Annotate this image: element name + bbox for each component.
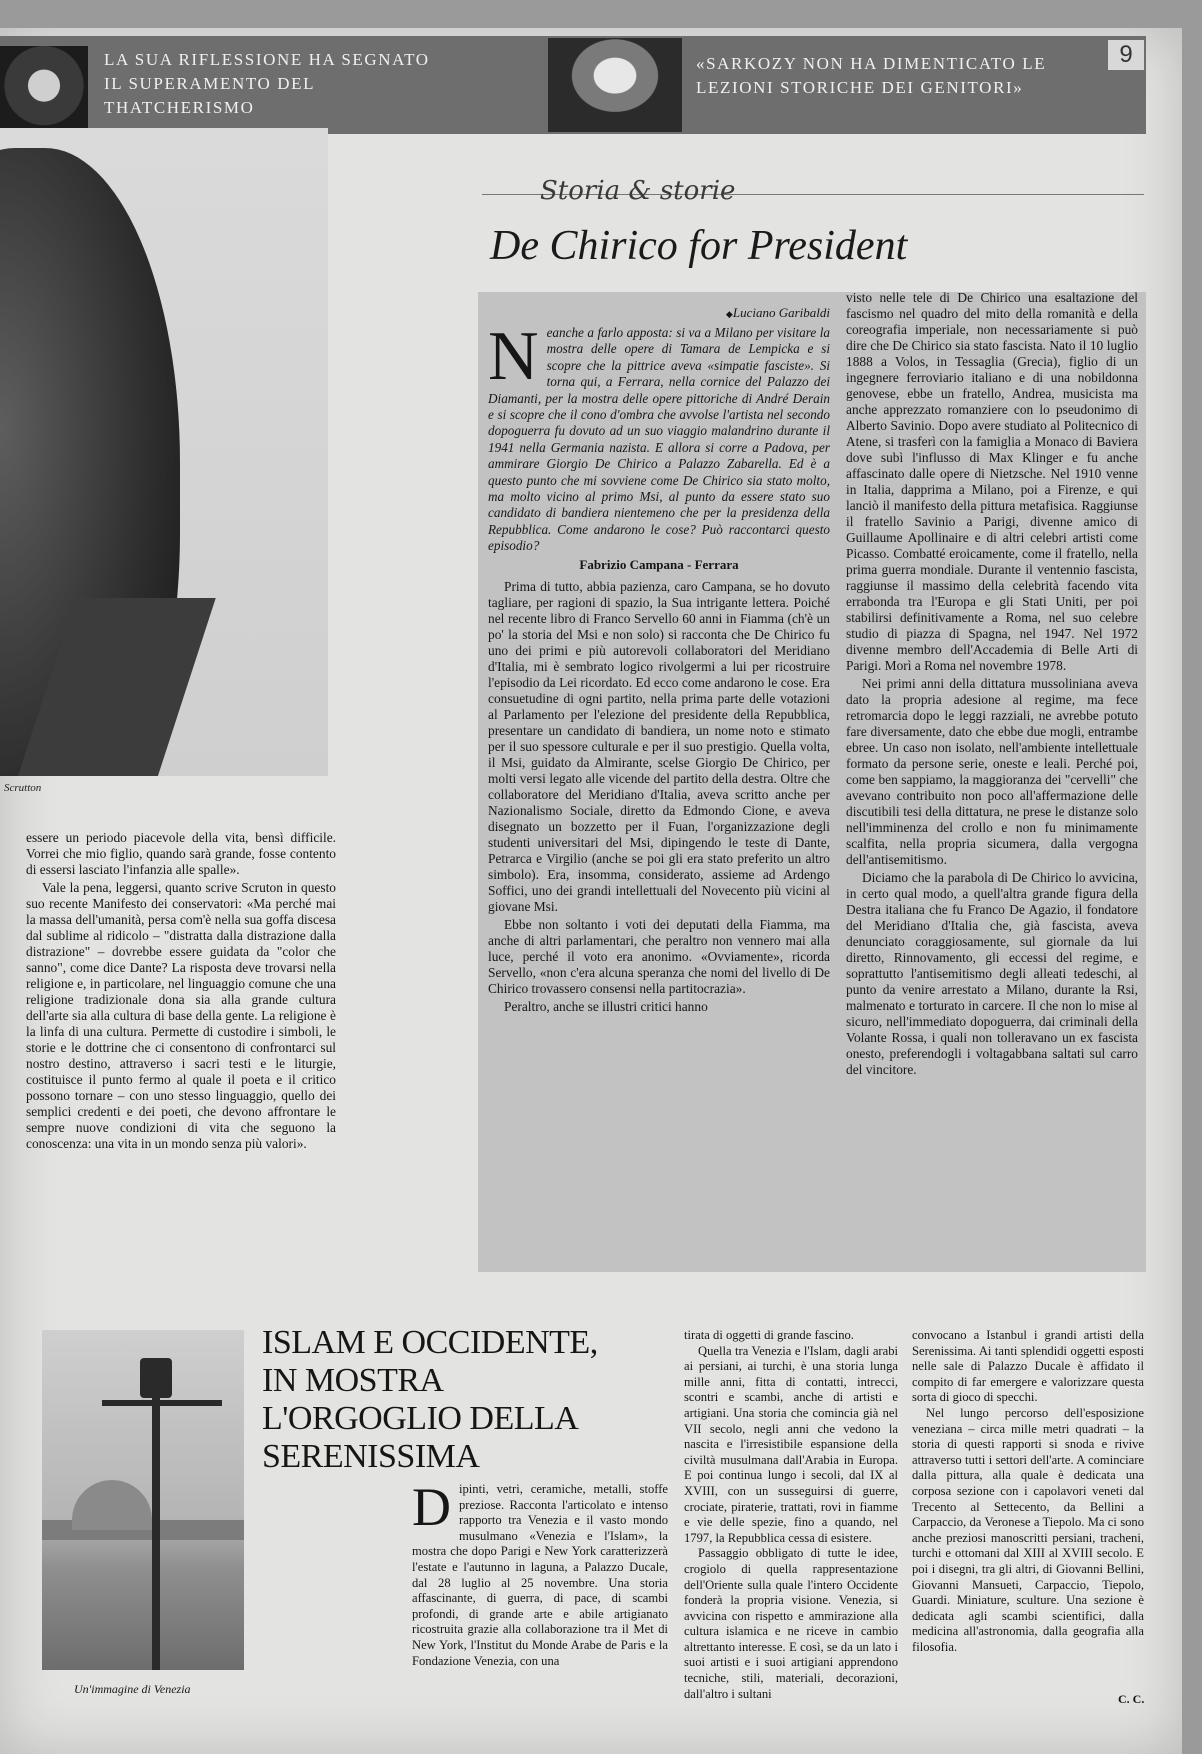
islam-paragraph: Passaggio obbligato di tutte le idee, crogiolo di quella rappresentazione dell'Oriente sulla quale l'intero Occidente fonderà la propria visione. Venezia, si avvicina con rispetto e ammirazione alla cultura islamica e ne riceve in cambio altrettanto interesse. E così, se da un lato i suoi artisti e i suoi artigiani apprendono tecniche, stili, materiali, decorazioni, dall'altro i sultani bbox=[684, 1546, 898, 1701]
header-teaser-left[interactable]: LA SUA RIFLESSIONE HA SEGNATO IL SUPERAMENTO DEL THATCHERISMO bbox=[104, 50, 430, 117]
drop-cap: D bbox=[412, 1477, 451, 1537]
feature-column-2 bbox=[846, 290, 1138, 1080]
islam-paragraph: Quella tra Venezia e l'Islam, dagli arabi ai persiani, ai turchi, è una storia lunga mille anni, fitta di contatti, intrecci, scontri e scambi, anche di artisti e artigiani. Una storia che comincia già nel VII secolo, negli anni che vedono la nascita e l'irresistibile espansione della civiltà musulmana dall'Arabia in Europa. E poi continua lungo i secoli, dal IX al XVIII, con un susseguirsi di guerre, crociate, piraterie, trattati, rovi in fiamme e vie delle spezie, fino a quando, nel 1797, la Repubblica cessa di esistere. bbox=[684, 1343, 898, 1545]
page-number: 9 bbox=[1108, 40, 1144, 70]
islam-paragraph: Nel lungo percorso dell'esposizione veneziana – circa mille metri quadrati – la storia di questi rapporti si snoda e rivive attraverso tutti i settori dell'arte. A cominciare dalla pittura, alla quale è dedicata una corposa sezione con i capolavori veneti dal Trecento al Settecento, da Bellini a Carpaccio, da Veronese a Tiepolo. Ma ci sono anche preziosi manoscritti persiani, tracheni, turchi e ottomani dal XIII al XVIII secolo. E poi i disegni, tra gli altri, di Giovanni Bellini, Giovanni Mansueti, Carpaccio, Tiepolo, Guardi. Miniature, sculture. Una sezione è dedicata agli scambi scientifici, dalla medicina all'astronomia, dalla geografia alla filosofia. bbox=[912, 1405, 1144, 1654]
lamp-arm bbox=[102, 1400, 222, 1406]
reader-letter-text: eanche a farlo apposta: si va a Milano per visitare la mostra delle opere di Tamara de Lempicka e si scopre che la pittrice aveva «simpatie fasciste». Si torna qui, a Ferrara, nella cornice del Palazzo dei Diamanti, per la mostra delle opere pittoriche di André Derain e si scopre che il cono d'ombra che avvolse l'artista nel secondo dopoguerra fu dovuto ad un suo viaggio malandrino durante il 1941 nella Germania nazista. E allora si corre a Padova, per ammirare Giorgio De Chirico a Palazzo Zabarella. Ed è a questo punto che mi sovviene come De Chirico sia stato molto, ma molto vicino al primo Msi, al punto da essere stato suo candidato di bandiera nientemeno che per la presidenza della Repubblica. Come andarono le cose? Può raccontarci questo episodio? bbox=[488, 325, 830, 554]
islam-headline: ISLAM E OCCIDENTE, IN MOSTRA L'ORGOGLIO DELLA SERENISSIMA bbox=[262, 1324, 598, 1475]
left-paragraph: essere un periodo piacevole della vita, bensì difficile. Vorrei che mio figlio, quando sarà grande, fosse contento di essersi lasciato l'infanzia alle spalle». bbox=[26, 830, 336, 877]
answer-paragraph: Ebbe non soltanto i voti dei deputati della Fiamma, ma anche di altri parlamentari, che peraltro non vennero mai alla luce, perché il voto era anonimo. «Ovviamente», ricorda Servello, «non c'era alcuna speranza che nomi del livello di De Chirico trovassero consensi nella partitocrazia». bbox=[488, 916, 830, 996]
rubric-label: Storia & storie bbox=[540, 176, 736, 206]
left-column-text bbox=[26, 830, 336, 1154]
islam-column-1-text: ipinti, vetri, ceramiche, metalli, stoffe preziose. Racconta l'articolato e intenso rapporto tra Venezia e il vasto mondo musulmano «Venezia e l'Islam», la mostra che dopo Parigi e New York caratterizzerà l'estate e l'autunno in laguna, a Palazzo Ducale, dal 28 luglio al 25 novembre. Una storia affascinante, di guerra, di pace, di scambi profondi, di grande arte e abile artigianato ricostruita grazie alla collaborazione tra il Met di New York, l'Institut du Monde Arabe de Paris e la Fondazione Venezia, con una bbox=[412, 1482, 668, 1668]
portrait-photo bbox=[0, 128, 328, 776]
portrait-caption: Scrutton bbox=[4, 782, 42, 794]
venice-caption: Un'immagine di Venezia bbox=[74, 1682, 191, 1696]
header-teaser-right[interactable]: «SARKOZY NON HA DIMENTICATO LE LEZIONI STORICHE DEI GENITORI» bbox=[696, 54, 1047, 97]
islam-paragraph: tirata di oggetti di grande fascino. bbox=[684, 1328, 854, 1342]
feature-headline: De Chirico for President bbox=[490, 223, 908, 269]
islam-column-1 bbox=[412, 1477, 668, 1669]
author-initials: C. C. bbox=[1118, 1692, 1145, 1706]
answer-paragraph: Nei primi anni della dittatura mussoliniana aveva dato la propria adesione al regime, ma fece retromarcia dopo le leggi razziali, ne avrebbe potuto fare diversamente, dato che ebbe due mogli, entrambe ebree. Un caso non isolato, nell'ambiente intellettuale formato da persone serie, oneste e leali. Perché poi, come ben sappiamo, la maggioranza dei "cervelli" che avevano contribuito non poco all'affermazione delle discutibili tesi della dittatura, ne prese le distanze solo nell'imminenza del crollo e non fu minimamente scalfita, nella propria sicumera, dalla vergogna dell'antisemitismo. bbox=[846, 676, 1138, 867]
left-paragraph: Vale la pena, leggersi, quanto scrive Scruton in questo suo recente Manifesto dei conservatori: «Ma perché mai la massa dell'umanità, persa com'è nella sua goffa discesa dal sublime al ridicolo – "distratta dalla distrazione dalla distrazione" – dovrebbe essere guidata da "color che sanno", come dice Dante? La risposta deve trovarsi nella religione e, in particolare, nel linguaggio comune che una religione tradizionale dona sia alla grande cultura dell'arte sia alla cultura di base della gente. La religione è la linfa di una cultura. Permette di custodire i simboli, le storie e le dottrine che ci consentono di confrontarci sul nostro destino, attraverso i sacri testi e le liturgie, costituisce il punto fermo al quale il poeta e il critico possono tornare – con uno stesso linguaggio, quello dei semplici credenti e dei poeti, che devono affrontare le sempre nuove condizioni di vita che seguono la conoscenza: una vita in un mondo senza più valori». bbox=[26, 880, 336, 1151]
lamp-post bbox=[152, 1370, 160, 1670]
feature-column-1 bbox=[488, 305, 830, 1017]
islam-column-2 bbox=[684, 1328, 898, 1702]
letter-signature: Fabrizio Campana - Ferrara bbox=[579, 556, 739, 572]
answer-paragraph: visto nelle tele di De Chirico una esaltazione del fascismo nel quadro del mito della romanità e della coreografia imperiale, non necessariamente si può dire che De Chirico sia stato fascista. Nato il 10 luglio 1888 a Volos, in Tessaglia (Grecia), figlio di un ingegnere ferroviario italiano e di una nobildonna genovese, ebbe un fratello, Andrea, musicista ma anche apprezzato romanziere con lo pseudonimo di Alberto Savinio. Dopo avere studiato al Politecnico di Atene, si trasferì con la famiglia a Monaco di Baviera dove subì l'influsso di Max Klinger e fu anche affascinato dalle opere di Nietzsche. Nel 1910 venne in Italia, dapprima a Milano, poi a Firenze, e qui lanciò il manifesto della pittura metafisica. Raggiunse il fratello Savinio a Parigi, divenne amico di Guillaume Apollinaire e di altri celebri artisti come Picasso. Combatté eroicamente, come il fratello, nella prima guerra mondiale. Durante il ventennio fascista, raggiunse il massimo della celebrità facendo vita errabonda tra l'Europa e gli Stati Uniti, per poi stabilirsi definitivamente a Roma, nel suo celebre studio di piazza di Spagna, nel 1947. Nel 1972 divenne membro dell'Accademia di Belle Arti di Parigi. Morì a Roma nel novembre 1978. bbox=[846, 290, 1138, 673]
answer-paragraph: Diciamo che la parabola di De Chirico lo avvicina, in certo qual modo, a quell'altra grande figura della Destra italiana che fu Franco De Agazio, il fondatore del Meridiano d'Italia che, già fascista, aveva denunciato coraggiosamente, sul giornale da lui diretto, Rinnovamento, gli eccessi del regime, e soprattutto l'antisemitismo degli alleati tedeschi, al punto da venire arrestato a Milano, durante la Rsi, malmenato e torturato in carcere. Il che non lo mise al sicuro, nell'immediato dopoguerra, dai criminali della Volante Rossa, i quali non tolleravano un ex fascista onesto, preferendogli i voltagabbana saltati sul carro del vincitore. bbox=[846, 870, 1138, 1077]
byline: ◆ Luciano Garibaldi bbox=[488, 305, 830, 321]
photo-dome bbox=[72, 1480, 152, 1530]
venice-photo bbox=[42, 1330, 244, 1670]
islam-paragraph: convocano a Istanbul i grandi artisti della Serenissima. Ai tanti splendidi oggetti esposti nelle sale di Palazzo Ducale è affidato il compito di far emergere e valorizzare questa sorta di gioco di specchi. bbox=[912, 1328, 1144, 1405]
header-photo-sarkozy bbox=[548, 38, 682, 132]
header-photo-left bbox=[0, 46, 88, 134]
reader-letter bbox=[488, 318, 830, 555]
answer-paragraph: Peraltro, anche se illustri critici hanno bbox=[504, 998, 708, 1014]
answer-paragraph: Prima di tutto, abbia pazienza, caro Campana, se ho dovuto tagliare, per ragioni di spazio, la Sua intrigante lettera. Poiché nel recente libro di Franco Servello 60 anni in Fiamma (ch'è un po' la storia del Msi e non solo) si racconta che De Chirico fu uno dei primi e più autorevoli collaboratori del Meridiano d'Italia, mi è sembrato logico rivolgermi a lui per ricostruire l'episodio da Lei ricordato. Ed ecco come andarono le cose. Era consuetudine di ogni partito, nella prima parte delle votazioni al Parlamento per l'elezione del presidente della Repubblica, presentare un candidato di bandiera, un nome noto e stimato per il suo spessore culturale e per il suo prestigio. Quella volta, il Msi, guidato da Almirante, scelse Giorgio De Chirico, per molti versi legato alle vicende del partito della destra. Oltre che collaboratore del Meridiano d'Italia, aveva scritto anche per Nazionalismo Sociale, diretto da Edmondo Cione, e aveva disegnato un bozzetto per il Fuan, l'organizzazione degli studenti universitari del Msi, dipingendo le teste di Dante, Petrarca e Virgilio (anche se poi gli era stato preferito un altro simbolo). Era, insomma, considerato, assieme ad Ardengo Soffici, uno dei grandi intellettuali del Novecento più vicini al giovane Msi. bbox=[488, 578, 830, 914]
islam-column-3 bbox=[912, 1328, 1144, 1655]
answer-column-1 bbox=[488, 579, 830, 1015]
drop-cap: N bbox=[488, 318, 539, 395]
